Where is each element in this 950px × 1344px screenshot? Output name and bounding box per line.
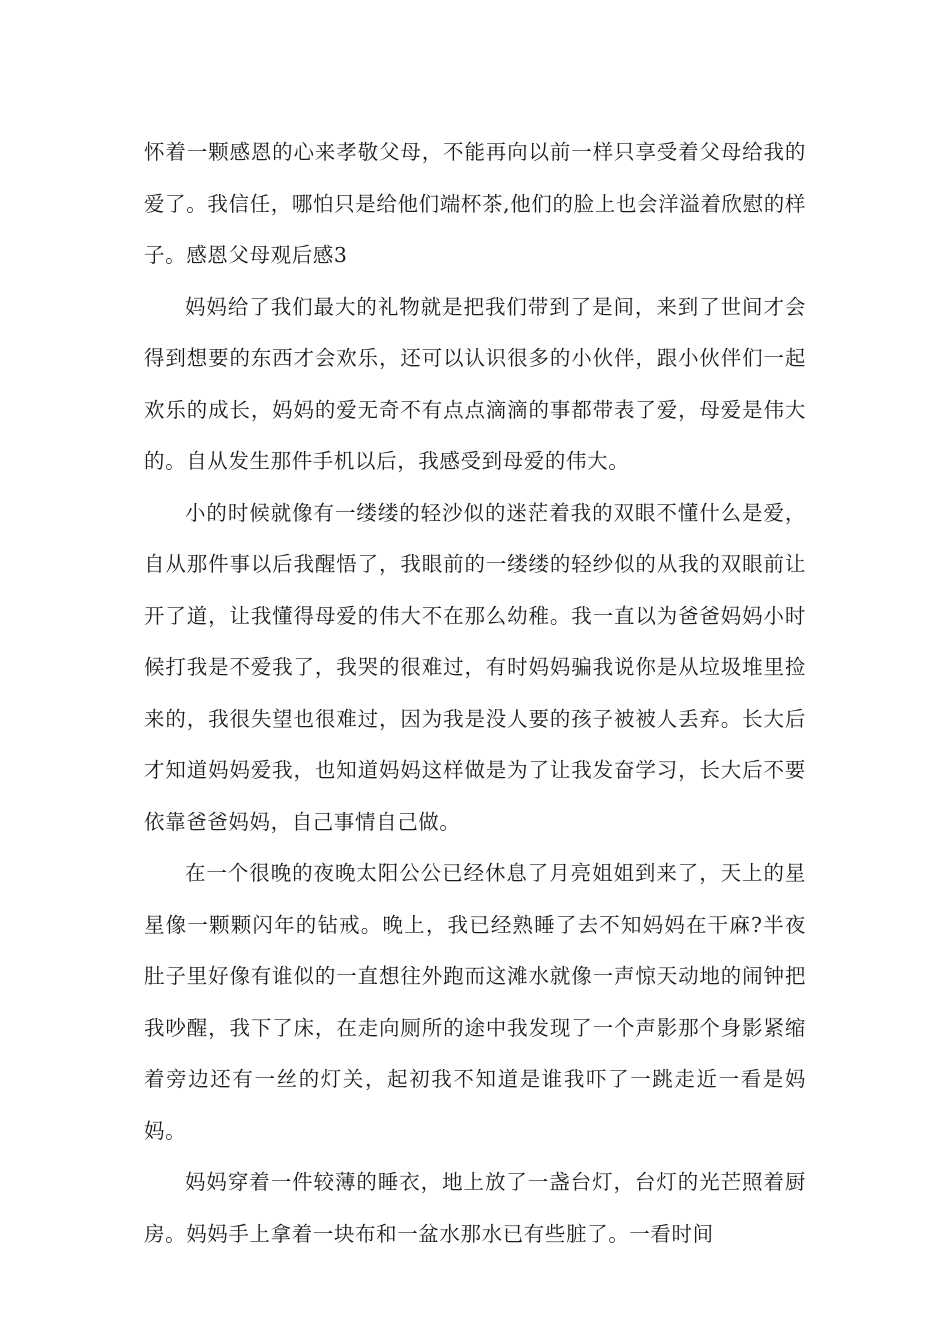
paragraph: 妈妈给了我们最大的礼物就是把我们带到了是间，来到了世间才会得到想要的东西才会欢乐，还可以认识很多的小伙伴，跟小伙伴们一起欢乐的成长，妈妈的爱无奇不有点点滴滴的事都带表了爱，母爱是伟大的。自从发生那件手机以后，我感受到母爱的伟大。: [144, 294, 806, 473]
body-text: [144, 127, 806, 1260]
paragraph: 妈妈穿着一件较薄的睡衣，地上放了一盏台灯，台灯的光芒照着厨房。妈妈手上拿着一块布和一盆水那水已有些脏了。一看时间: [144, 1170, 806, 1246]
paragraph-continuation: 怀着一颗感恩的心来孝敬父母，不能再向以前一样只享受着父母给我的爱了。我信任，哪怕只是给他们端杯茶,他们的脸上也会洋溢着欣慰的样子。感恩父母观后感3: [144, 140, 806, 267]
paragraph: 在一个很晚的夜晚太阳公公已经休息了月亮姐姐到来了，天上的星星像一颗颗闪年的钻戒。晚上，我已经熟睡了去不知妈妈在干麻?半夜肚子里好像有谁似的一直想往外跑而这滩水就像一声惊天动地的闹钟把我吵醒，我下了床，在走向厕所的途中我发现了一个声影那个身影紧缩着旁边还有一丝的灯关，起初我不知道是谁我吓了一跳走近一看是妈妈。: [144, 861, 806, 1143]
paragraph: 小的时候就像有一缕缕的轻沙似的迷茫着我的双眼不懂什么是爱，自从那件事以后我醒悟了，我眼前的一缕缕的轻纱似的从我的双眼前让开了道，让我懂得母爱的伟大不在那么幼稚。我一直以为爸爸妈妈小时候打我是不爱我了，我哭的很难过，有时妈妈骗我说你是从垃圾堆里捡来的，我很失望也很难过，因为我是没人要的孩子被被人丢弃。长大后才知道妈妈爱我，也知道妈妈这样做是为了让我发奋学习，长大后不要依靠爸爸妈妈，自己事情自己做。: [144, 500, 806, 834]
